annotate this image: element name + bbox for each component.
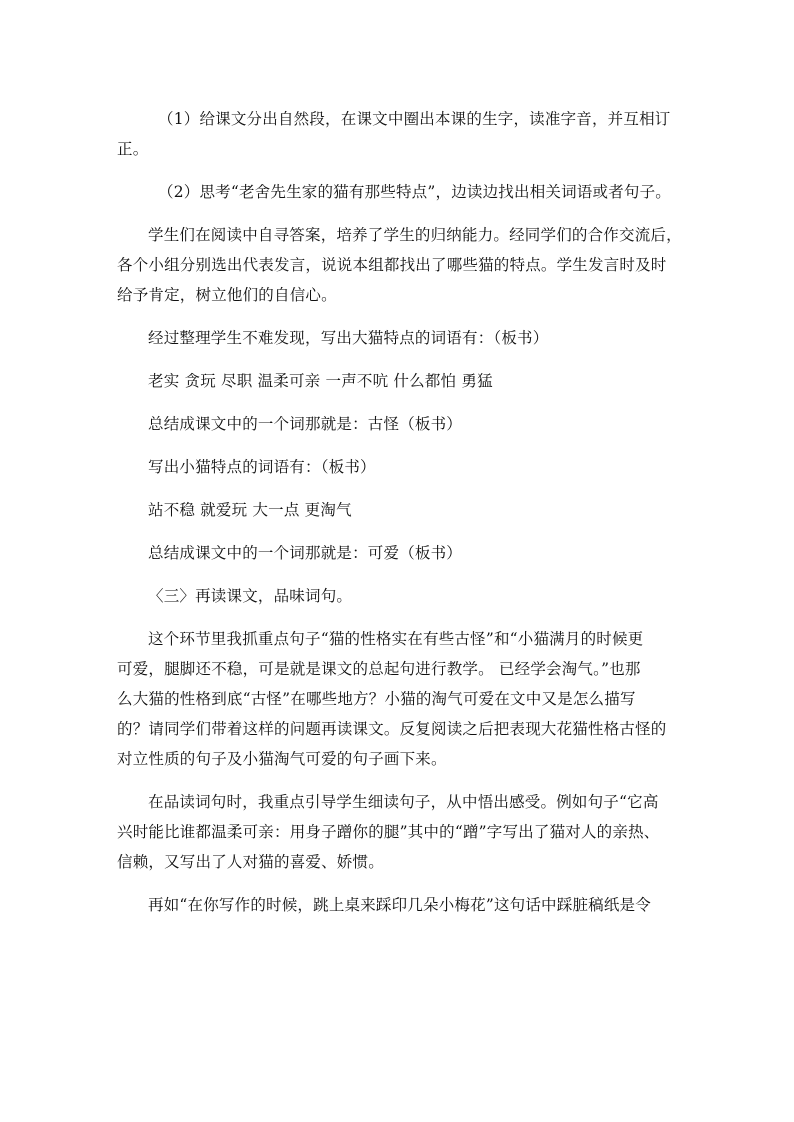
paragraph-line: 正。 — [117, 140, 149, 158]
paragraph-line: 经过整理学生不难发现，写出大猫特点的词语有：（板书） — [148, 329, 549, 347]
paragraph-line: 再如“在你写作的时候，跳上桌来踩印几朵小梅花”这句话中踩脏稿纸是令 — [148, 896, 651, 914]
paragraph-line: 总结成课文中的一个词那就是：古怪（板书） — [148, 415, 463, 433]
paragraph-line: （1）给课文分出自然段，在课文中圈出本课的生字，读准字音，并互相订 — [158, 110, 671, 128]
paragraph-line: 老实 贪玩 尽职 温柔可亲 一声不吭 什么都怕 勇猛 — [148, 372, 493, 390]
paragraph-line: 各个小组分别选出代表发言，说说本组都找出了哪些猫的特点。学生发言时及时 — [117, 256, 667, 274]
paragraph-line: 信赖，又写出了人对猫的喜爱、娇惯。 — [117, 853, 384, 871]
paragraph-line: 的？请同学们带着这样的问题再读课文。反复阅读之后把表现大花猫性格古怪的 — [117, 720, 667, 738]
paragraph-line: 〈三〉再读课文，品味词句。 — [148, 587, 353, 605]
paragraph-line: 在品读词句时，我重点引导学生细读句子，从中悟出感受。例如句子“它高 — [148, 793, 659, 811]
paragraph-line: 总结成课文中的一个词那就是：可爱（板书） — [148, 544, 463, 562]
paragraph-line: 写出小猫特点的词语有：（板书） — [148, 458, 376, 476]
paragraph-line: （2）思考“老舍先生家的猫有那些特点”，边读边找出相关词语或者句子。 — [158, 183, 672, 201]
paragraph-line: 这个环节里我抓重点句子“猫的性格实在有些古怪”和“小猫满月的时候更 — [148, 630, 644, 648]
paragraph-line: 么大猫的性格到底“古怪”在哪些地方？小猫的淘气可爱在文中又是怎么描写 — [117, 690, 636, 708]
document-body — [117, 104, 695, 920]
paragraph-line: 给予肯定，树立他们的自信心。 — [117, 286, 337, 304]
paragraph-line: 可爱，腿脚还不稳，可是就是课文的总起句进行教学。 已经学会淘气。”也那 — [117, 660, 641, 678]
paragraph-line: 学生们在阅读中自寻答案，培养了学生的归纳能力。经同学们的合作交流后， — [148, 226, 682, 244]
paragraph-line: 兴时能比谁都温柔可亲：用身子蹭你的腿”其中的“蹭”字写出了猫对人的亲热、 — [117, 823, 660, 841]
paragraph-line: 对立性质的句子及小猫淘气可爱的句子画下来。 — [117, 750, 447, 768]
paragraph-line: 站不稳 就爱玩 大一点 更淘气 — [148, 501, 352, 519]
